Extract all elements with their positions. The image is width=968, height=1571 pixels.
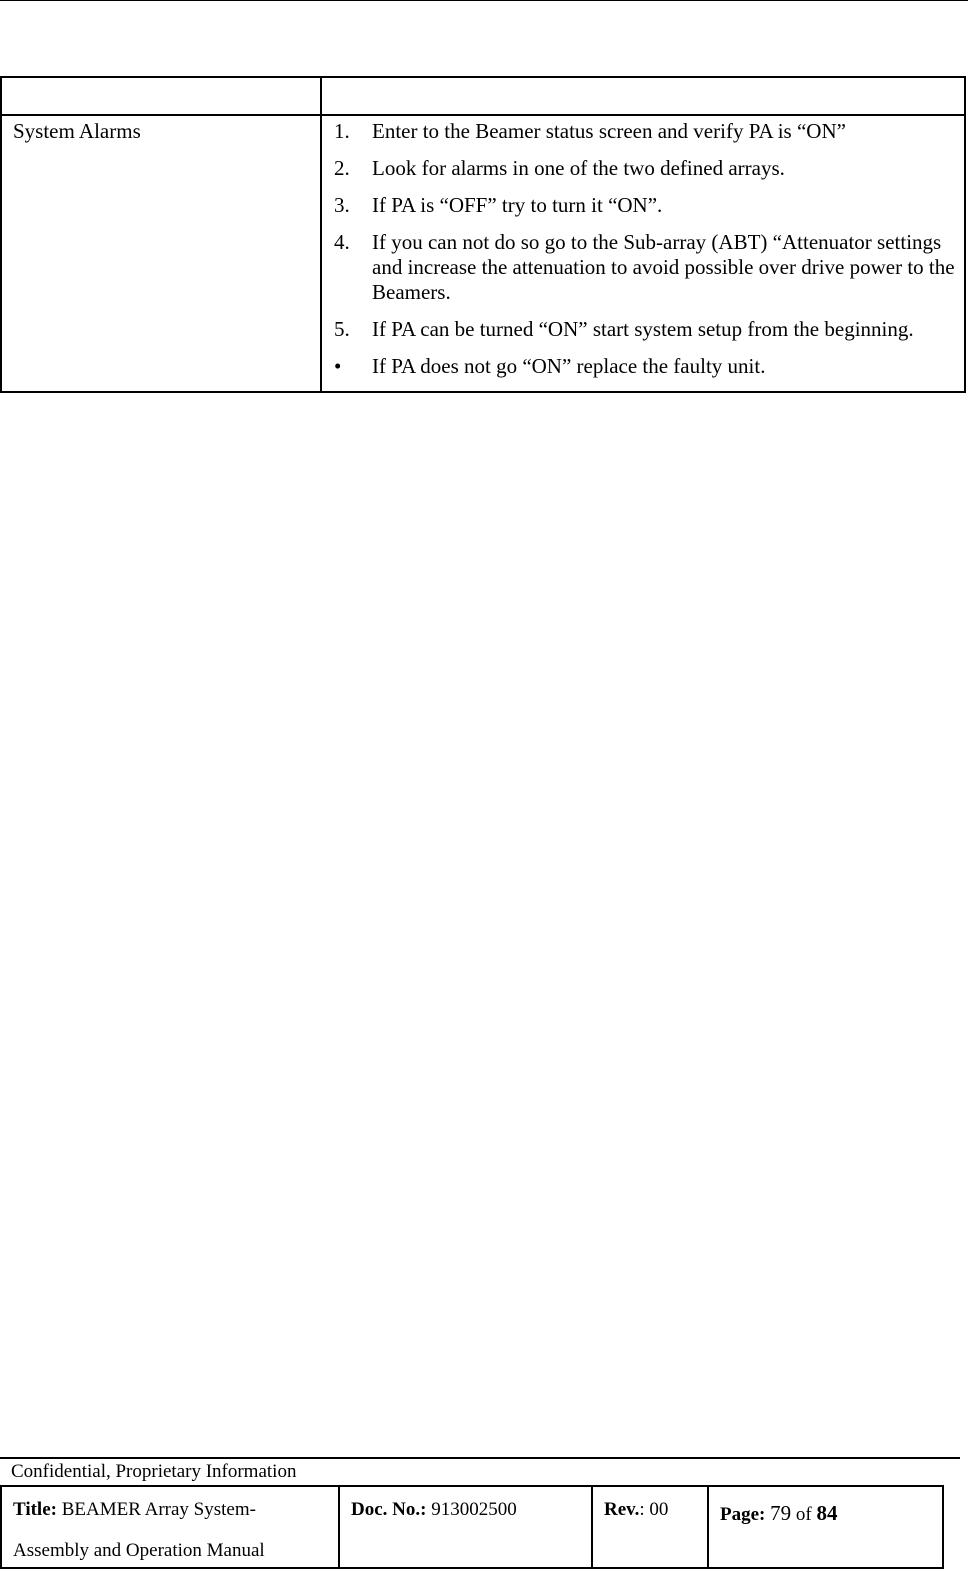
list-item (334, 354, 956, 379)
page-total: 84 (816, 1501, 838, 1525)
row-label-cell (1, 115, 321, 392)
footer-row (1, 1486, 943, 1568)
doc-number-value: 913002500 (431, 1499, 517, 1520)
revision (604, 1498, 707, 1522)
step-number: 3. (334, 193, 350, 217)
doc-number-label: Doc. No.: (351, 1499, 427, 1520)
list-item (334, 193, 956, 218)
bullet-icon: • (334, 354, 342, 378)
step-text: If PA can be turned “ON” start system setup from the beginning. (372, 317, 914, 341)
page-current: 79 (770, 1501, 792, 1525)
steps-list (322, 116, 964, 391)
page-number-cell (708, 1486, 943, 1568)
page-number (720, 1501, 942, 1527)
step-number: 4. (334, 230, 350, 254)
header-cell-right (321, 77, 965, 115)
revision-cell (592, 1486, 708, 1568)
table-row (1, 115, 965, 392)
revision-value: : 00 (639, 1499, 669, 1520)
step-number: 5. (334, 317, 350, 341)
page-of: of (795, 1504, 812, 1525)
step-text: If PA is “OFF” try to turn it “ON”. (372, 193, 663, 217)
doc-number-cell (339, 1486, 592, 1568)
step-text: Look for alarms in one of the two defined arrays. (372, 156, 785, 180)
footer-rule (0, 1457, 960, 1459)
step-text: If PA does not go “ON” replace the faulty unit. (372, 354, 766, 378)
revision-label: Rev. (604, 1499, 640, 1520)
row-steps-cell (321, 115, 965, 392)
title-value: BEAMER Array System- (61, 1499, 256, 1520)
list-item (334, 230, 956, 305)
step-text: Enter to the Beamer status screen and verify PA is “ON” (372, 119, 846, 143)
row-label: System Alarms (13, 119, 141, 143)
title-cell (1, 1486, 339, 1568)
header-cell-left (1, 77, 321, 115)
table-header-row (1, 77, 965, 115)
step-text: If you can not do so go to the Sub-array (ABT) “Attenuator settings and increase the attenuation to avoid possible over drive power to the Beamers. (372, 230, 955, 304)
list-item (334, 119, 956, 144)
list-item (334, 317, 956, 342)
footer-table (0, 1485, 944, 1569)
step-number: 1. (334, 119, 350, 143)
confidential-notice: Confidential, Proprietary Information (11, 1461, 297, 1482)
top-rule (0, 0, 968, 1)
procedure-table (0, 76, 966, 393)
step-number: 2. (334, 156, 350, 180)
doc-title-line1 (13, 1498, 338, 1522)
list-item (334, 156, 956, 181)
doc-number (351, 1498, 591, 1522)
title-label: Title: (13, 1499, 57, 1520)
page-label: Page: (720, 1504, 766, 1525)
doc-title-line2: Assembly and Operation Manual (13, 1540, 265, 1561)
